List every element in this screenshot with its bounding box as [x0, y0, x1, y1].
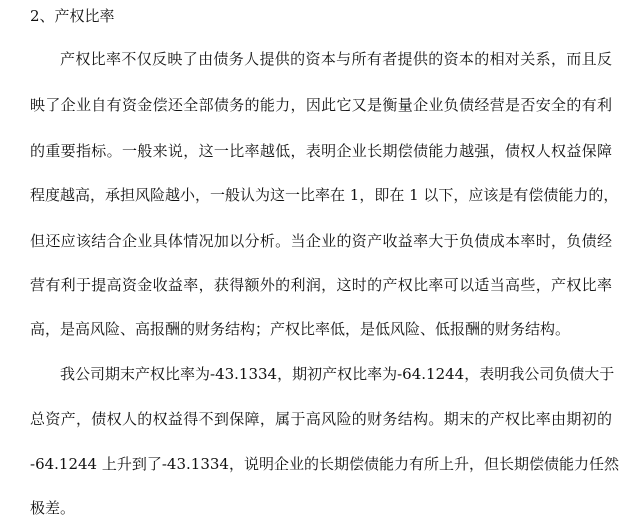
paragraph-2-line-2: 总资产，债权人的权益得不到保障，属于高风险的财务结构。期末的产权比率由期初的 — [30, 410, 612, 428]
paragraph-2-line-3: -64.1244 上升到了-43.1334，说明企业的长期偿债能力有所上升，但长期偿债能力任然 — [30, 455, 619, 473]
paragraph-1-line-3: 的重要指标。一般来说，这一比率越低，表明企业长期偿债能力越强，债权人权益保障 — [30, 142, 612, 160]
paragraph-1-line-6: 营有利于提高资金收益率，获得额外的利润，这时的产权比率可以适当高些，产权比率 — [30, 276, 612, 294]
paragraph-1-line-1: 产权比率不仅反映了由债务人提供的资本与所有者提供的资本的相对关系，而且反 — [60, 50, 612, 68]
paragraph-2-line-4: 极差。 — [30, 499, 76, 517]
paragraph-1-line-4: 程度越高，承担风险越小，一般认为这一比率在 1，即在 1 以下，应该是有偿债能力的， — [30, 186, 619, 204]
section-heading: 2、产权比率 — [30, 7, 115, 25]
paragraph-1-line-5: 但还应该结合企业具体情况加以分析。当企业的资产收益率大于负债成本率时，负债经 — [30, 232, 612, 250]
paragraph-1-line-2: 映了企业自有资金偿还全部债务的能力，因此它又是衡量企业负债经营是否安全的有利 — [30, 96, 612, 114]
paragraph-1-line-7: 高，是高风险、高报酬的财务结构；产权比率低，是低风险、低报酬的财务结构。 — [30, 320, 571, 338]
paragraph-2-line-1: 我公司期末产权比率为-43.1334，期初产权比率为-64.1244，表明我公司负债大于 — [60, 365, 615, 383]
